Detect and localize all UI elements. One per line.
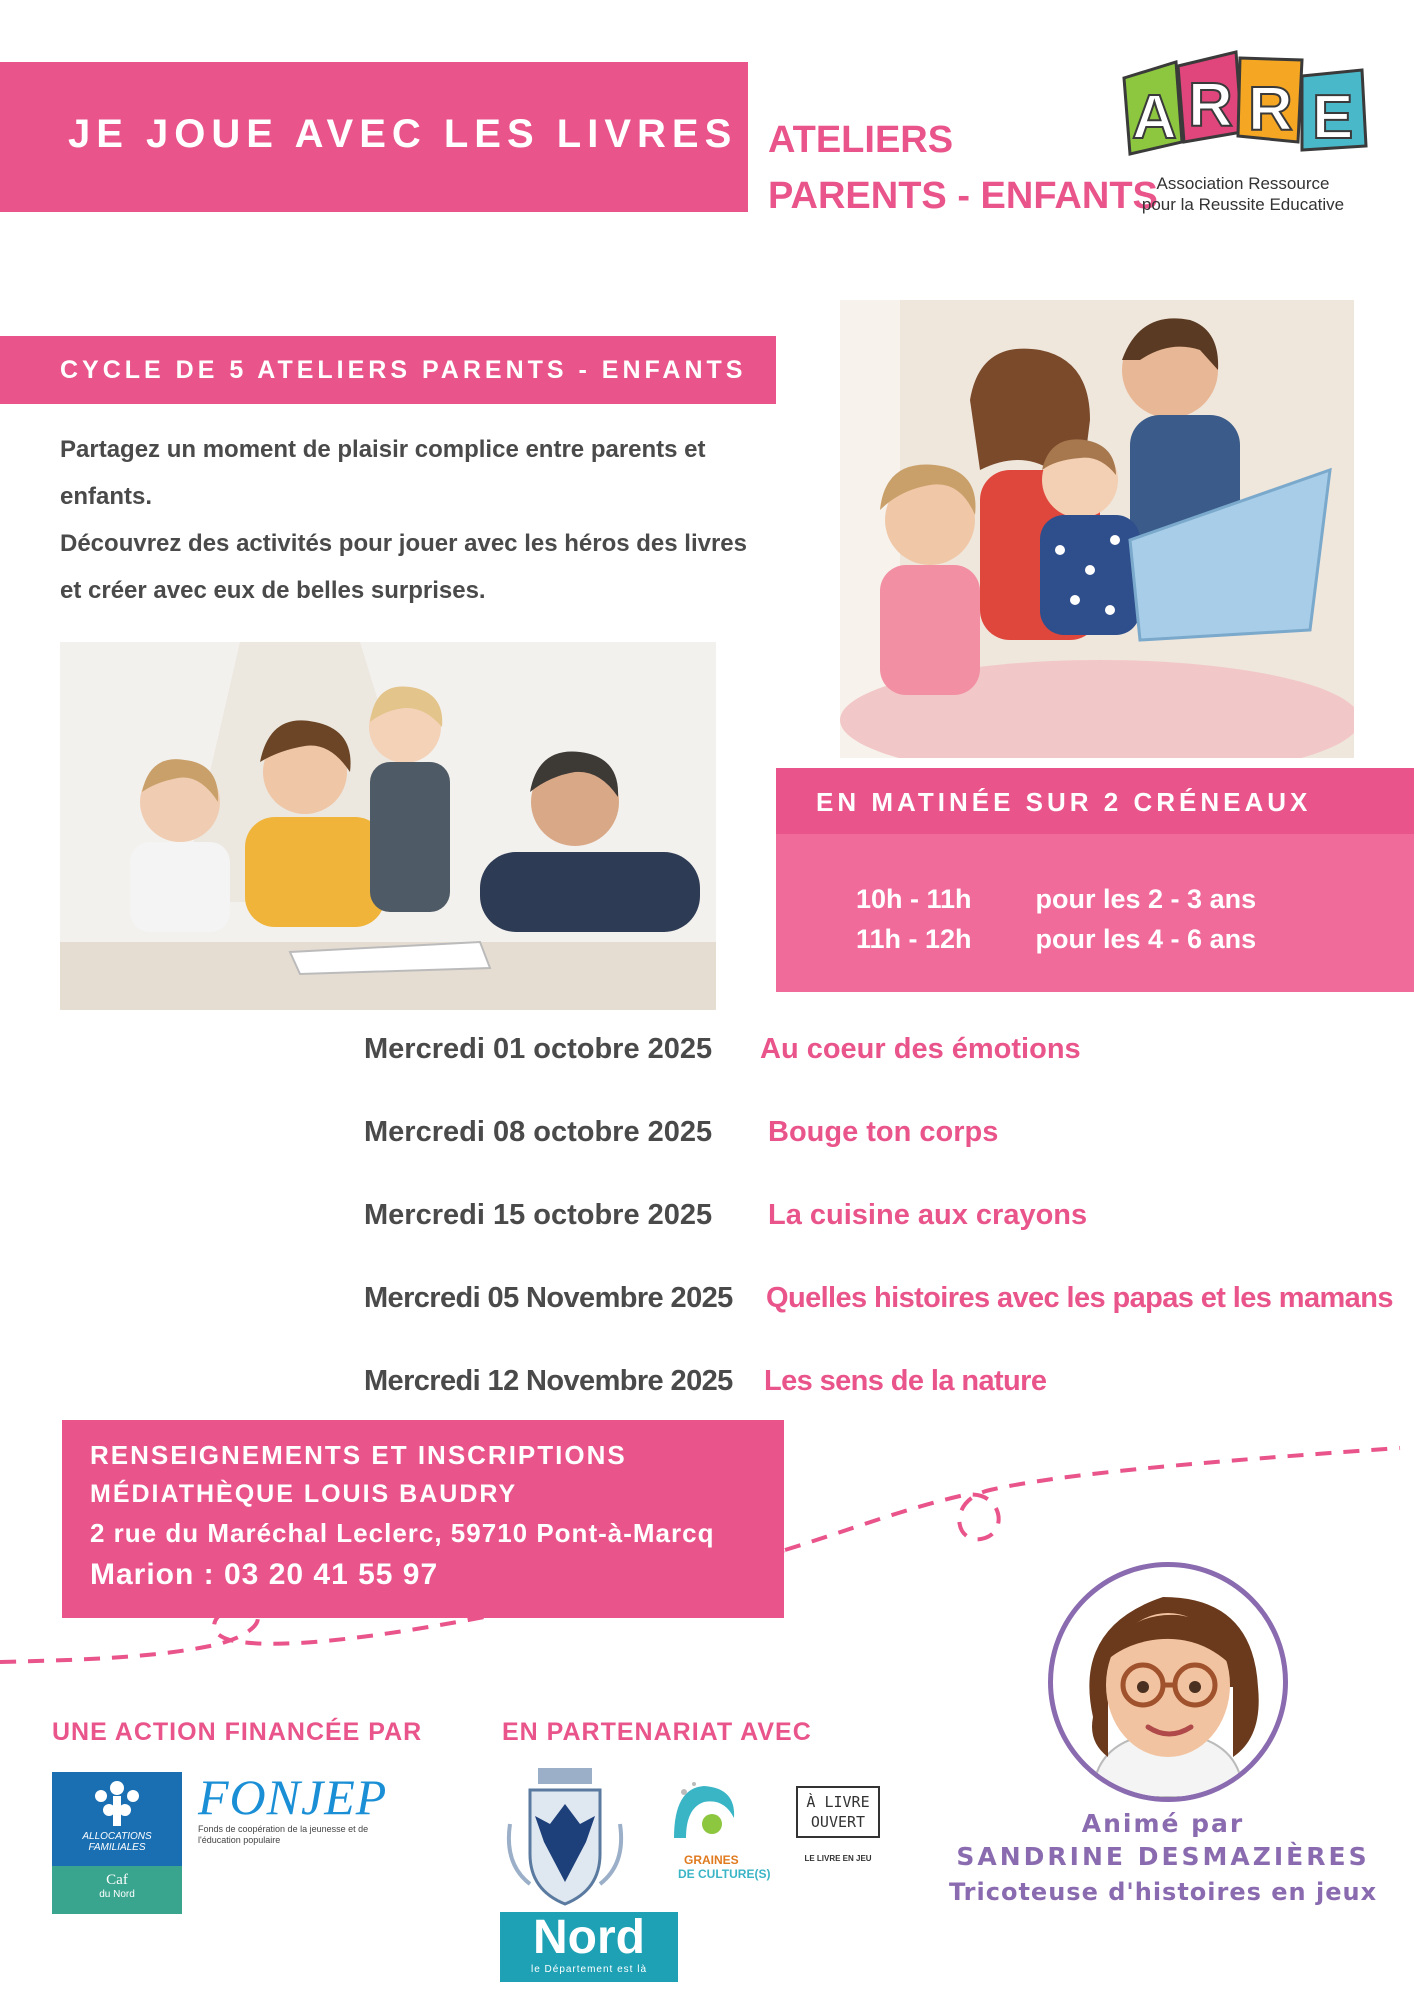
family-reading-illustration	[840, 300, 1354, 758]
livre-ouvert-caption: LE LIVRE EN JEU	[804, 1854, 872, 1863]
graines-icon	[664, 1778, 744, 1848]
contact-phone: Marion : 03 20 41 55 97	[90, 1558, 439, 1591]
graines-line2: DE CULTURE(S)	[678, 1867, 771, 1881]
logo-letter-e: E	[1312, 83, 1354, 152]
caf-line1: ALLOCATIONS	[82, 1831, 152, 1842]
slot-ages-1: pour les 2 - 3 ans	[1035, 884, 1257, 914]
logo-letter-r1: R	[1188, 71, 1233, 140]
livre-ouvert-box	[796, 1786, 880, 1838]
animator-name: SANDRINE DESMAZIÈRES	[956, 1842, 1370, 1871]
caf-line2: FAMILIALES	[88, 1842, 146, 1853]
animator-avatar-icon	[1053, 1567, 1283, 1797]
slot-time-1: 10h - 11h	[856, 884, 972, 914]
cycle-paragraph-2: Découvrez des activités pour jouer avec les héros des livres et créer avec eux de belles surprises.	[60, 530, 747, 604]
session-theme-1: Au coeur des émotions	[760, 1033, 1081, 1065]
page-title: JE JOUE AVEC LES LIVRES	[68, 112, 738, 156]
animator-role: Tricoteuse d'histoires en jeux	[948, 1878, 1378, 1906]
contact-venue: MÉDIATHÈQUE LOUIS BAUDRY	[90, 1480, 518, 1508]
logo-caption	[1116, 173, 1370, 215]
livre-ouvert-line2: OUVERT	[810, 1813, 866, 1831]
family-floor-photo	[60, 642, 716, 1010]
fonjep-caption: Fonds de coopération de la jeunesse et de l'éducation populaire	[198, 1824, 369, 1845]
avatar	[1048, 1562, 1288, 1802]
session-date-2: Mercredi 08 octobre 2025	[364, 1116, 713, 1148]
session-row-3	[364, 1199, 1087, 1232]
session-date-5: Mercredi 12 Novembre 2025	[364, 1365, 733, 1397]
animator-credit	[936, 1808, 1390, 1910]
session-date-3: Mercredi 15 octobre 2025	[364, 1199, 713, 1231]
arre-blocks-icon	[1116, 48, 1370, 168]
nord-name: Nord	[533, 1911, 645, 1964]
session-theme-5: Les sens de la nature	[764, 1365, 1047, 1397]
livre-ouvert-line1: À LIVRE	[806, 1793, 870, 1811]
session-row-4	[364, 1282, 1393, 1315]
slot-ages-2: pour les 4 - 6 ans	[1035, 924, 1257, 954]
fonjep-logo	[198, 1770, 408, 1846]
logo-caption-line1: Association Ressource	[1156, 174, 1330, 193]
family-reading-photo	[840, 300, 1354, 758]
subtitle-line2: PARENTS - ENFANTS	[768, 175, 1158, 217]
fonjep-name: FONJEP	[198, 1769, 388, 1825]
title-banner	[0, 62, 748, 212]
cycle-banner	[0, 336, 776, 404]
contact-box	[62, 1420, 784, 1618]
nord-department-logo	[500, 1912, 678, 1982]
animator-line1: Animé par	[1081, 1809, 1245, 1838]
caf-logo-top	[52, 1772, 182, 1866]
slot-time-2: 11h - 12h	[856, 924, 972, 954]
livre-ouvert-logo	[796, 1786, 880, 1863]
schedule-slots-box	[776, 834, 1414, 992]
caf-logo	[52, 1772, 182, 1914]
logo-letter-a: A	[1132, 83, 1177, 152]
graines-de-cultures-logo	[664, 1778, 774, 1898]
cycle-paragraph-1: Partagez un moment de plaisir complice entre parents et enfants.	[60, 436, 706, 510]
nord-caption: le Département est là	[530, 1964, 648, 1975]
session-row-1	[364, 1033, 1081, 1066]
caf-logo-bottom	[52, 1866, 182, 1914]
subtitle-line1: ATELIERS	[768, 119, 954, 161]
contact-heading: RENSEIGNEMENTS ET INSCRIPTIONS	[90, 1440, 627, 1470]
session-date-1: Mercredi 01 octobre 2025	[364, 1033, 713, 1065]
session-theme-3: La cuisine aux crayons	[768, 1199, 1088, 1231]
slot-row-2	[856, 924, 1256, 955]
session-date-4: Mercredi 05 Novembre 2025	[364, 1282, 733, 1314]
contact-address: 2 rue du Maréchal Leclerc, 59710 Pont-à-Marcq	[90, 1518, 715, 1548]
funding-heading: UNE ACTION FINANCÉE PAR	[52, 1718, 423, 1746]
session-row-2	[364, 1116, 998, 1149]
graines-line1: GRAINES	[684, 1853, 739, 1867]
partners-heading: EN PARTENARIAT AVEC	[502, 1718, 812, 1746]
session-theme-4: Quelles histoires avec les papas et les mamans	[766, 1282, 1393, 1314]
session-row-5	[364, 1365, 1046, 1398]
slot-row-1	[856, 884, 1256, 915]
schedule-banner-text: EN MATINÉE SUR 2 CRÉNEAUX	[816, 787, 1312, 817]
session-theme-2: Bouge ton corps	[768, 1116, 999, 1148]
cycle-description	[60, 426, 760, 614]
caf-line4: du Nord	[99, 1889, 135, 1900]
arre-logo	[1116, 48, 1370, 218]
schedule-banner	[776, 768, 1414, 834]
pont-a-marcq-crest	[500, 1764, 630, 1910]
logo-caption-line2: pour la Reussite Educative	[1141, 195, 1345, 214]
caf-family-icon	[89, 1778, 145, 1828]
cycle-banner-text: CYCLE DE 5 ATELIERS PARENTS - ENFANTS	[60, 356, 747, 384]
header-subtitle	[768, 112, 1158, 224]
crest-icon	[500, 1764, 630, 1910]
caf-line3: Caf	[106, 1872, 128, 1888]
logo-letter-r2: R	[1248, 75, 1293, 144]
family-floor-illustration	[60, 642, 716, 1010]
